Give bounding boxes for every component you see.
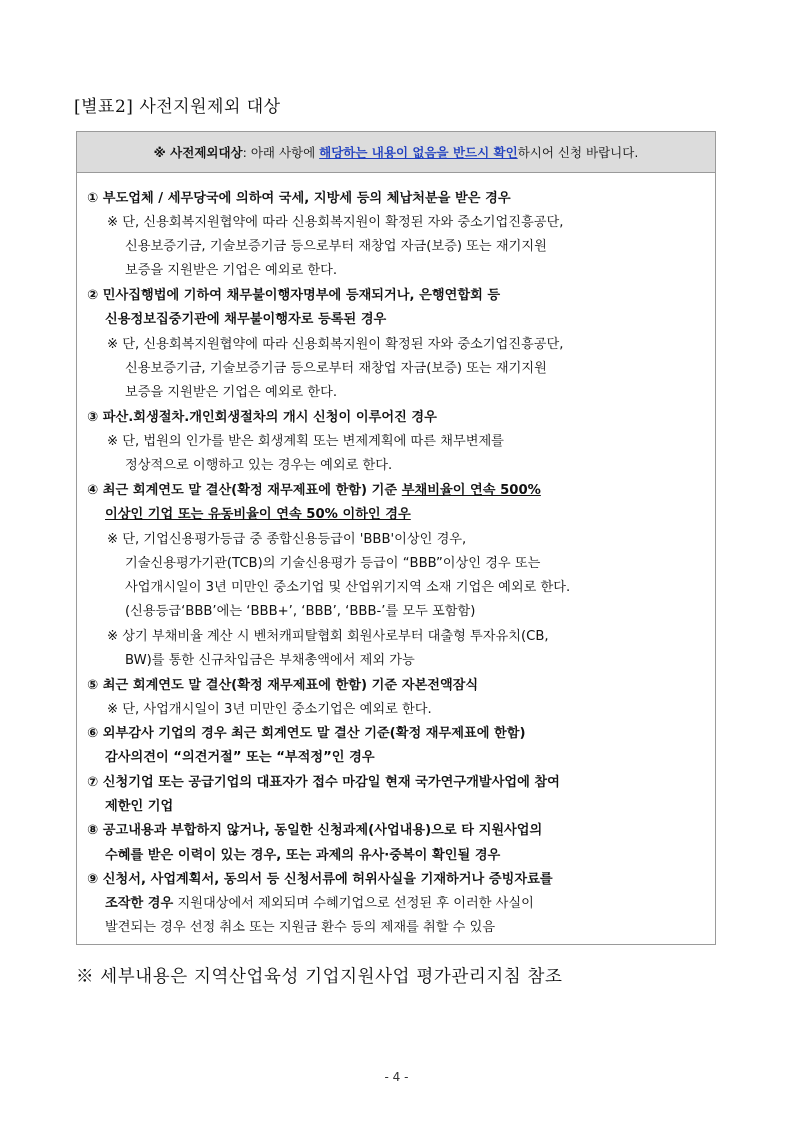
exclusion-item-line: ⑦ 신청기업 또는 공급기업의 대표자가 접수 마감일 현재 국가연구개발사업에 참여	[87, 775, 560, 790]
exclusion-note-line: 정상적으로 이행하고 있는 경우는 예외로 한다.	[125, 458, 393, 473]
exclusion-item-line: ① 부도업체 / 세무당국에 의하여 국세, 지방세 등의 체납처분을 받은 경우	[87, 191, 511, 206]
exclusion-note-line: ※ 단, 신용회복지원협약에 따라 신용회복지원이 확정된 자와 중소기업진흥공단,	[107, 337, 564, 352]
header-prefix: ※ 사전제외대상	[153, 145, 243, 160]
exclusion-item-line: 신용정보집중기관에 채무불이행자로 등록된 경우	[105, 312, 387, 327]
exclusion-note-line: ※ 단, 신용회복지원협약에 따라 신용회복지원이 확정된 자와 중소기업진흥공단,	[107, 215, 564, 230]
exclusion-note-line: 신용보증기금, 기술보증기금 등으로부터 재창업 자금(보증) 또는 재기지원	[125, 239, 547, 254]
exclusion-item-line: ⑧ 공고내용과 부합하지 않거나, 동일한 신청과제(사업내용)으로 타 지원사업의	[87, 823, 543, 838]
header-suffix: 하시어 신청 바랍니다.	[517, 145, 639, 160]
exclusion-item-line: ③ 파산.회생절차.개인회생절차의 개시 신청이 이루어진 경우	[87, 410, 437, 425]
exclusion-box	[76, 131, 716, 945]
exclusion-note-line: ※ 상기 부채비율 계산 시 벤처캐피탈협회 회원사로부터 대출형 투자유치(CB,	[107, 629, 549, 644]
exclusion-note-line: 보증을 지원받은 기업은 예외로 한다.	[125, 385, 338, 400]
exclusion-item-line: ⑥ 외부감사 기업의 경우 최근 회계연도 말 결산 기준(확정 재무제표에 한함)	[87, 726, 526, 741]
exclusion-item-line: ④ 최근 회계연도 말 결산(확정 재무제표에 한함) 기준 부채비율이 연속 500%	[87, 483, 541, 498]
exclusion-item-line: 수혜를 받은 이력이 있는 경우, 또는 과제의 유사·중복이 확인될 경우	[105, 848, 501, 863]
page-number: - 4 -	[384, 1070, 409, 1084]
exclusion-note-line: 사업개시일이 3년 미만인 중소기업 및 산업위기지역 소재 기업은 예외로 한다.	[125, 580, 571, 595]
exclusion-note-line: BW)를 통한 신규차입금은 부채총액에서 제외 가능	[125, 653, 415, 668]
exclusion-item-line: 이상인 기업 또는 유동비율이 연속 50% 이하인 경우	[105, 507, 411, 522]
exclusion-note-line: 보증을 지원받은 기업은 예외로 한다.	[125, 263, 338, 278]
header-middle: : 아래 사항에	[242, 145, 320, 160]
exclusion-note-line: 발견되는 경우 선정 취소 또는 지원금 환수 등의 제재를 취할 수 있음	[105, 920, 496, 935]
box-header	[77, 132, 715, 173]
exclusion-note-line: ※ 단, 사업개시일이 3년 미만인 중소기업은 예외로 한다.	[107, 702, 432, 717]
exclusion-item-line: 감사의견이 “의견거절” 또는 “부적정”인 경우	[105, 750, 375, 765]
exclusion-item-line: 조작한 경우 지원대상에서 제외되며 수혜기업으로 선정된 후 이러한 사실이	[105, 896, 534, 911]
exclusion-item-line: 제한인 기업	[105, 799, 174, 814]
exclusion-note-line: (신용등급‘BBB’에는 ‘BBB+’, ‘BBB’, ‘BBB-’를 모두 포함함)	[125, 604, 476, 619]
exclusion-item-line: ⑨ 신청서, 사업계획서, 동의서 등 신청서류에 허위사실을 기재하거나 증빙자료를	[87, 872, 553, 887]
exclusion-note-line: ※ 단, 기업신용평가등급 중 종합신용등급이 'BBB'이상인 경우,	[107, 532, 467, 547]
exclusion-note-line: ※ 단, 법원의 인가를 받은 회생계획 또는 변제계획에 따른 채무변제를	[107, 434, 504, 449]
page-title: [별표2] 사전지원제외 대상	[74, 97, 281, 117]
exclusion-item-line: ⑤ 최근 회계연도 말 결산(확정 재무제표에 한함) 기준 자본전액잠식	[87, 678, 479, 693]
header-highlight: 해당하는 내용이 없음을 반드시 확인	[319, 145, 518, 160]
footer-note: ※ 세부내용은 지역산업육성 기업지원사업 평가관리지침 참조	[76, 967, 563, 987]
exclusion-note-line: 기술신용평가기관(TCB)의 기술신용평가 등급이 “BBB”이상인 경우 또는	[125, 556, 541, 571]
exclusion-item-line: ② 민사집행법에 기하여 채무불이행자명부에 등재되거나, 은행연합회 등	[87, 288, 501, 303]
exclusion-note-line: 신용보증기금, 기술보증기금 등으로부터 재창업 자금(보증) 또는 재기지원	[125, 361, 547, 376]
